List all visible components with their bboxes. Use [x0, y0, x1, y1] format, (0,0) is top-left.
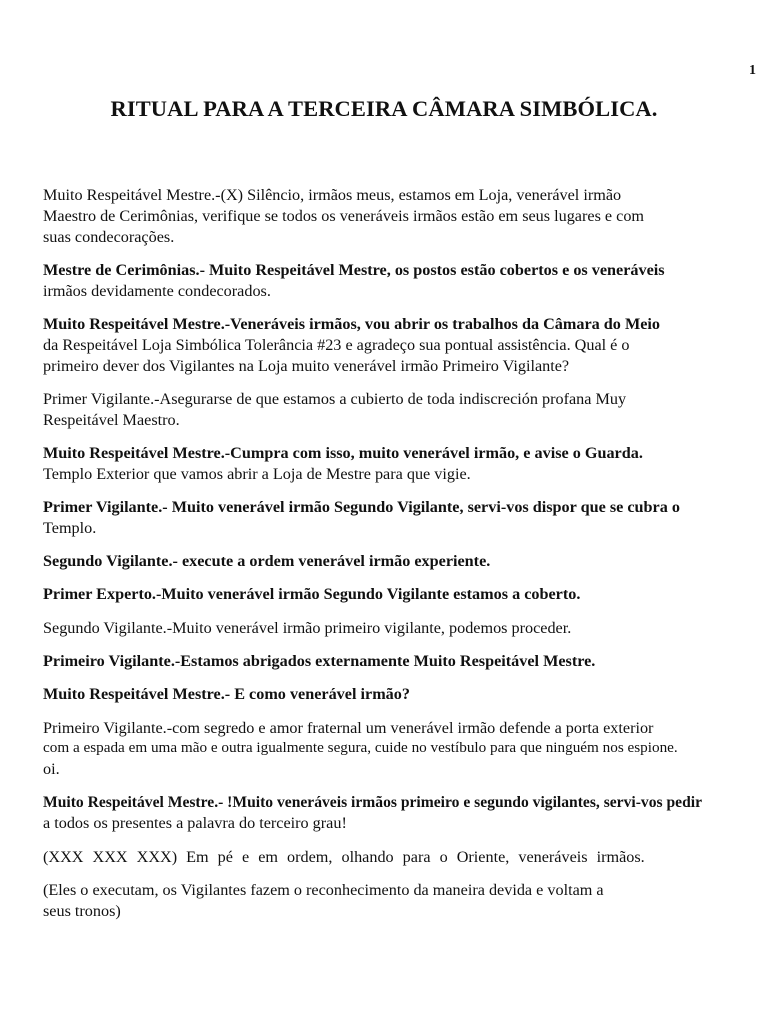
paragraph-6	[43, 497, 768, 539]
text-line: Templo Exterior que vamos abrir a Loja de Mestre para que vigie.	[43, 464, 471, 483]
text-line: Muito Respeitável Mestre.- E como venerável irmão?	[43, 685, 410, 704]
paragraph-15	[43, 880, 768, 922]
text-line: Primer Experto.-Muito venerável irmão Segundo Vigilante estamos a coberto.	[43, 585, 581, 604]
paragraph-5	[43, 443, 768, 485]
text-line: Muito Respeitável Mestre.-(X) Silêncio, irmãos meus, estamos em Loja, venerável irmão	[43, 186, 622, 204]
text-line: Muito Respeitável Mestre.- !Muito veneráveis irmãos primeiro e segundo vigilantes, servi-vos pedir	[43, 793, 703, 811]
text-line: Muito Respeitável Mestre.-Veneráveis irmãos, vou abrir os trabalhos da Câmara do Meio	[43, 314, 660, 333]
paragraph-7	[43, 551, 768, 572]
text-line: Maestro de Cerimônias, verifique se todos os veneráveis irmãos estão em seus lugares e com	[43, 206, 645, 225]
paragraph-14	[43, 847, 768, 868]
paragraph-10	[43, 651, 768, 672]
text-line: Muito Respeitável Mestre.-Cumpra com isso, muito venerável irmão, e avise o Guarda.	[43, 443, 643, 462]
text-line: (Eles o executam, os Vigilantes fazem o reconhecimento da maneira devida e voltam a	[43, 880, 604, 899]
text-line: suas condecorações.	[43, 227, 175, 246]
text-line: Primer Vigilante.- Muito venerável irmão Segundo Vigilante, servi-vos dispor que se cubra o	[43, 498, 680, 517]
paragraph-2	[43, 260, 768, 302]
paragraph-9	[43, 618, 768, 639]
paragraph-1	[43, 185, 768, 247]
text-line: a todos os presentes a palavra do terceiro grau!	[43, 814, 347, 833]
text-line: oi.	[43, 760, 60, 779]
paragraph-11	[43, 684, 768, 705]
document-body	[43, 185, 768, 934]
text-line: (XXX XXX XXX) Em pé e em ordem, olhando para o Oriente, veneráveis irmãos.	[43, 847, 645, 866]
text-line: Primer Vigilante.-Asegurarse de que estamos a cubierto de toda indiscreción profana Muy	[43, 389, 627, 408]
text-line: Respeitável Maestro.	[43, 410, 180, 429]
text-line: Segundo Vigilante.-Muito venerável irmão primeiro vigilante, podemos proceder.	[43, 618, 572, 637]
paragraph-4	[43, 389, 768, 431]
paragraph-12	[43, 718, 768, 780]
text-line: Primeiro Vigilante.-Estamos abrigados externamente Muito Respeitável Mestre.	[43, 652, 596, 671]
text-line: Templo.	[43, 518, 97, 537]
text-line: com a espada em uma mão e outra igualmente segura, cuide no vestíbulo para que ninguém nos espione.	[43, 739, 678, 757]
paragraph-8	[43, 584, 768, 605]
page-number: 1	[749, 63, 756, 78]
page-title: RITUAL PARA A TERCEIRA CÂMARA SIMBÓLICA.	[110, 96, 658, 121]
text-line: seus tronos)	[43, 901, 121, 920]
text-line: primeiro dever dos Vigilantes na Loja muito venerável irmão Primeiro Vigilante?	[43, 356, 570, 375]
paragraph-3	[43, 314, 768, 376]
text-line: Segundo Vigilante.- execute a ordem venerável irmão experiente.	[43, 552, 491, 571]
text-line: irmãos devidamente condecorados.	[43, 281, 271, 300]
text-line: Mestre de Cerimônias.- Muito Respeitável Mestre, os postos estão cobertos e os veneráveis	[43, 260, 665, 279]
paragraph-13	[43, 793, 768, 835]
text-line: da Respeitável Loja Simbólica Tolerância #23 e agradeço sua pontual assistência. Qual é o	[43, 335, 630, 354]
text-line: Primeiro Vigilante.-com segredo e amor fraternal um venerável irmão defende a porta exterior	[43, 718, 654, 737]
